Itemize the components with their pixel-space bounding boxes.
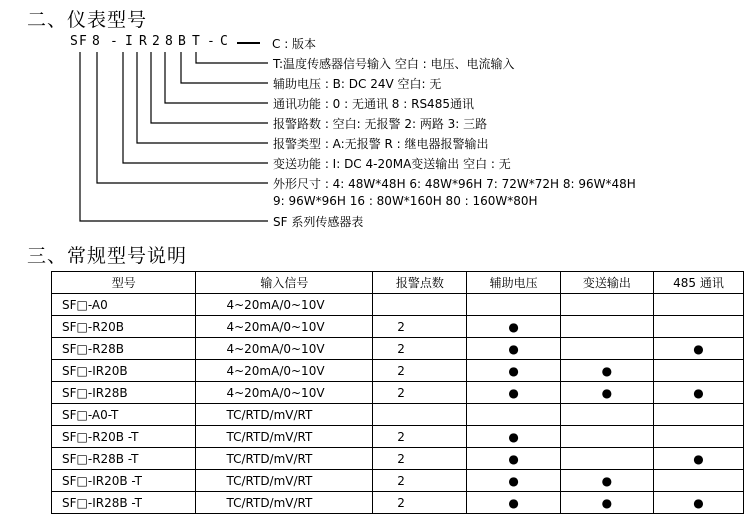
- desc-aux-voltage: 辅助电压 : B: DC 24V 空白: 无: [273, 77, 442, 91]
- cell-rs485: [654, 294, 744, 316]
- cell-model: SF□-R28B -T: [52, 448, 196, 470]
- table-row: [52, 470, 744, 492]
- code-char: C: [220, 34, 228, 49]
- cell-model: SF□-IR28B -T: [52, 492, 196, 514]
- code-char: R: [139, 34, 147, 49]
- code-char: I: [125, 34, 133, 49]
- cell-alarms: 2: [373, 338, 467, 360]
- table-row: [52, 316, 744, 338]
- cell-rs485: [654, 316, 744, 338]
- model-table: [51, 271, 744, 514]
- table-row: [52, 448, 744, 470]
- cell-input: TC/RTD/mV/RT: [196, 470, 373, 492]
- cell-transmit: [560, 426, 653, 448]
- cell-rs485: [654, 404, 744, 426]
- desc-alarm-type: 报警类型 : A:无报警 R : 继电器报警输出: [273, 137, 489, 151]
- col-header-model: 型号: [52, 272, 196, 294]
- table-row: [52, 338, 744, 360]
- section-title-regular-models: 三、常规型号说明: [27, 245, 188, 267]
- cell-alarms: 2: [373, 360, 467, 382]
- table-row: [52, 492, 744, 514]
- col-header-alarms: 报警点数: [373, 272, 467, 294]
- cell-input: 4~20mA/0~10V: [196, 316, 373, 338]
- cell-rs485: ●: [654, 338, 744, 360]
- cell-input: TC/RTD/mV/RT: [196, 426, 373, 448]
- cell-aux: [467, 404, 560, 426]
- col-header-transmit: 变送输出: [560, 272, 653, 294]
- cell-input: TC/RTD/mV/RT: [196, 448, 373, 470]
- code-char: 8: [92, 34, 100, 49]
- section-title-model: 二、仪表型号: [27, 9, 148, 31]
- cell-rs485: [654, 470, 744, 492]
- cell-alarms: 2: [373, 448, 467, 470]
- code-char: 8: [165, 34, 173, 49]
- cell-model: SF□-IR20B: [52, 360, 196, 382]
- desc-size: 外形尺寸 : 4: 48W*48H 6: 48W*96H 7: 72W*72H 8: 96W*48H: [273, 177, 636, 191]
- table-row: [52, 360, 744, 382]
- cell-rs485: ●: [654, 382, 744, 404]
- code-char: B: [178, 34, 186, 49]
- cell-input: 4~20mA/0~10V: [196, 382, 373, 404]
- desc-input-type: T:温度传感器信号输入 空白 : 电压、电流输入: [273, 57, 515, 71]
- cell-aux: ●: [467, 492, 560, 514]
- desc-communication: 通讯功能 : 0 : 无通讯 8 : RS485通讯: [273, 97, 474, 111]
- col-header-rs485: 485 通讯: [654, 272, 744, 294]
- cell-model: SF□-A0-T: [52, 404, 196, 426]
- col-header-input: 输入信号: [196, 272, 373, 294]
- table-row: [52, 382, 744, 404]
- cell-aux: ●: [467, 360, 560, 382]
- cell-alarms: 2: [373, 426, 467, 448]
- desc-series: SF 系列传感器表: [273, 215, 364, 229]
- cell-transmit: [560, 316, 653, 338]
- cell-aux: ●: [467, 448, 560, 470]
- table-row: [52, 294, 744, 316]
- cell-alarms: [373, 294, 467, 316]
- desc-transmit: 变送功能 : I: DC 4-20MA变送输出 空白 : 无: [273, 157, 511, 171]
- code-char: T: [192, 34, 200, 49]
- cell-input: 4~20mA/0~10V: [196, 294, 373, 316]
- cell-transmit: [560, 338, 653, 360]
- desc-version: C : 版本: [272, 37, 317, 51]
- cell-rs485: ●: [654, 492, 744, 514]
- table-row: [52, 426, 744, 448]
- cell-transmit: [560, 404, 653, 426]
- cell-alarms: 2: [373, 492, 467, 514]
- table-header-row: [52, 272, 744, 294]
- cell-rs485: [654, 426, 744, 448]
- cell-model: SF□-R20B: [52, 316, 196, 338]
- cell-transmit: ●: [560, 492, 653, 514]
- cell-rs485: ●: [654, 448, 744, 470]
- cell-aux: ●: [467, 426, 560, 448]
- cell-transmit: ●: [560, 382, 653, 404]
- cell-input: 4~20mA/0~10V: [196, 338, 373, 360]
- cell-input: TC/RTD/mV/RT: [196, 404, 373, 426]
- cell-model: SF□-A0: [52, 294, 196, 316]
- cell-aux: ●: [467, 470, 560, 492]
- table-row: [52, 404, 744, 426]
- cell-input: TC/RTD/mV/RT: [196, 492, 373, 514]
- cell-transmit: [560, 448, 653, 470]
- cell-model: SF□-R28B: [52, 338, 196, 360]
- cell-alarms: 2: [373, 470, 467, 492]
- cell-transmit: ●: [560, 360, 653, 382]
- cell-model: SF□-R20B -T: [52, 426, 196, 448]
- cell-aux: ●: [467, 382, 560, 404]
- code-char: -: [110, 34, 118, 49]
- cell-aux: [467, 294, 560, 316]
- cell-input: 4~20mA/0~10V: [196, 360, 373, 382]
- cell-alarms: 2: [373, 382, 467, 404]
- code-char: 2: [152, 34, 160, 49]
- code-char: S: [70, 34, 78, 49]
- cell-aux: ●: [467, 338, 560, 360]
- desc-size-cont: 9: 96W*96H 16 : 80W*160H 80 : 160W*80H: [273, 194, 538, 208]
- cell-model: SF□-IR28B: [52, 382, 196, 404]
- cell-rs485: [654, 360, 744, 382]
- cell-alarms: [373, 404, 467, 426]
- cell-transmit: ●: [560, 470, 653, 492]
- cell-model: SF□-IR20B -T: [52, 470, 196, 492]
- cell-transmit: [560, 294, 653, 316]
- cell-aux: ●: [467, 316, 560, 338]
- code-char: -: [207, 34, 215, 49]
- cell-alarms: 2: [373, 316, 467, 338]
- desc-alarm-count: 报警路数 : 空白: 无报警 2: 两路 3: 三路: [273, 117, 488, 131]
- col-header-aux: 辅助电压: [467, 272, 560, 294]
- code-char: F: [79, 34, 87, 49]
